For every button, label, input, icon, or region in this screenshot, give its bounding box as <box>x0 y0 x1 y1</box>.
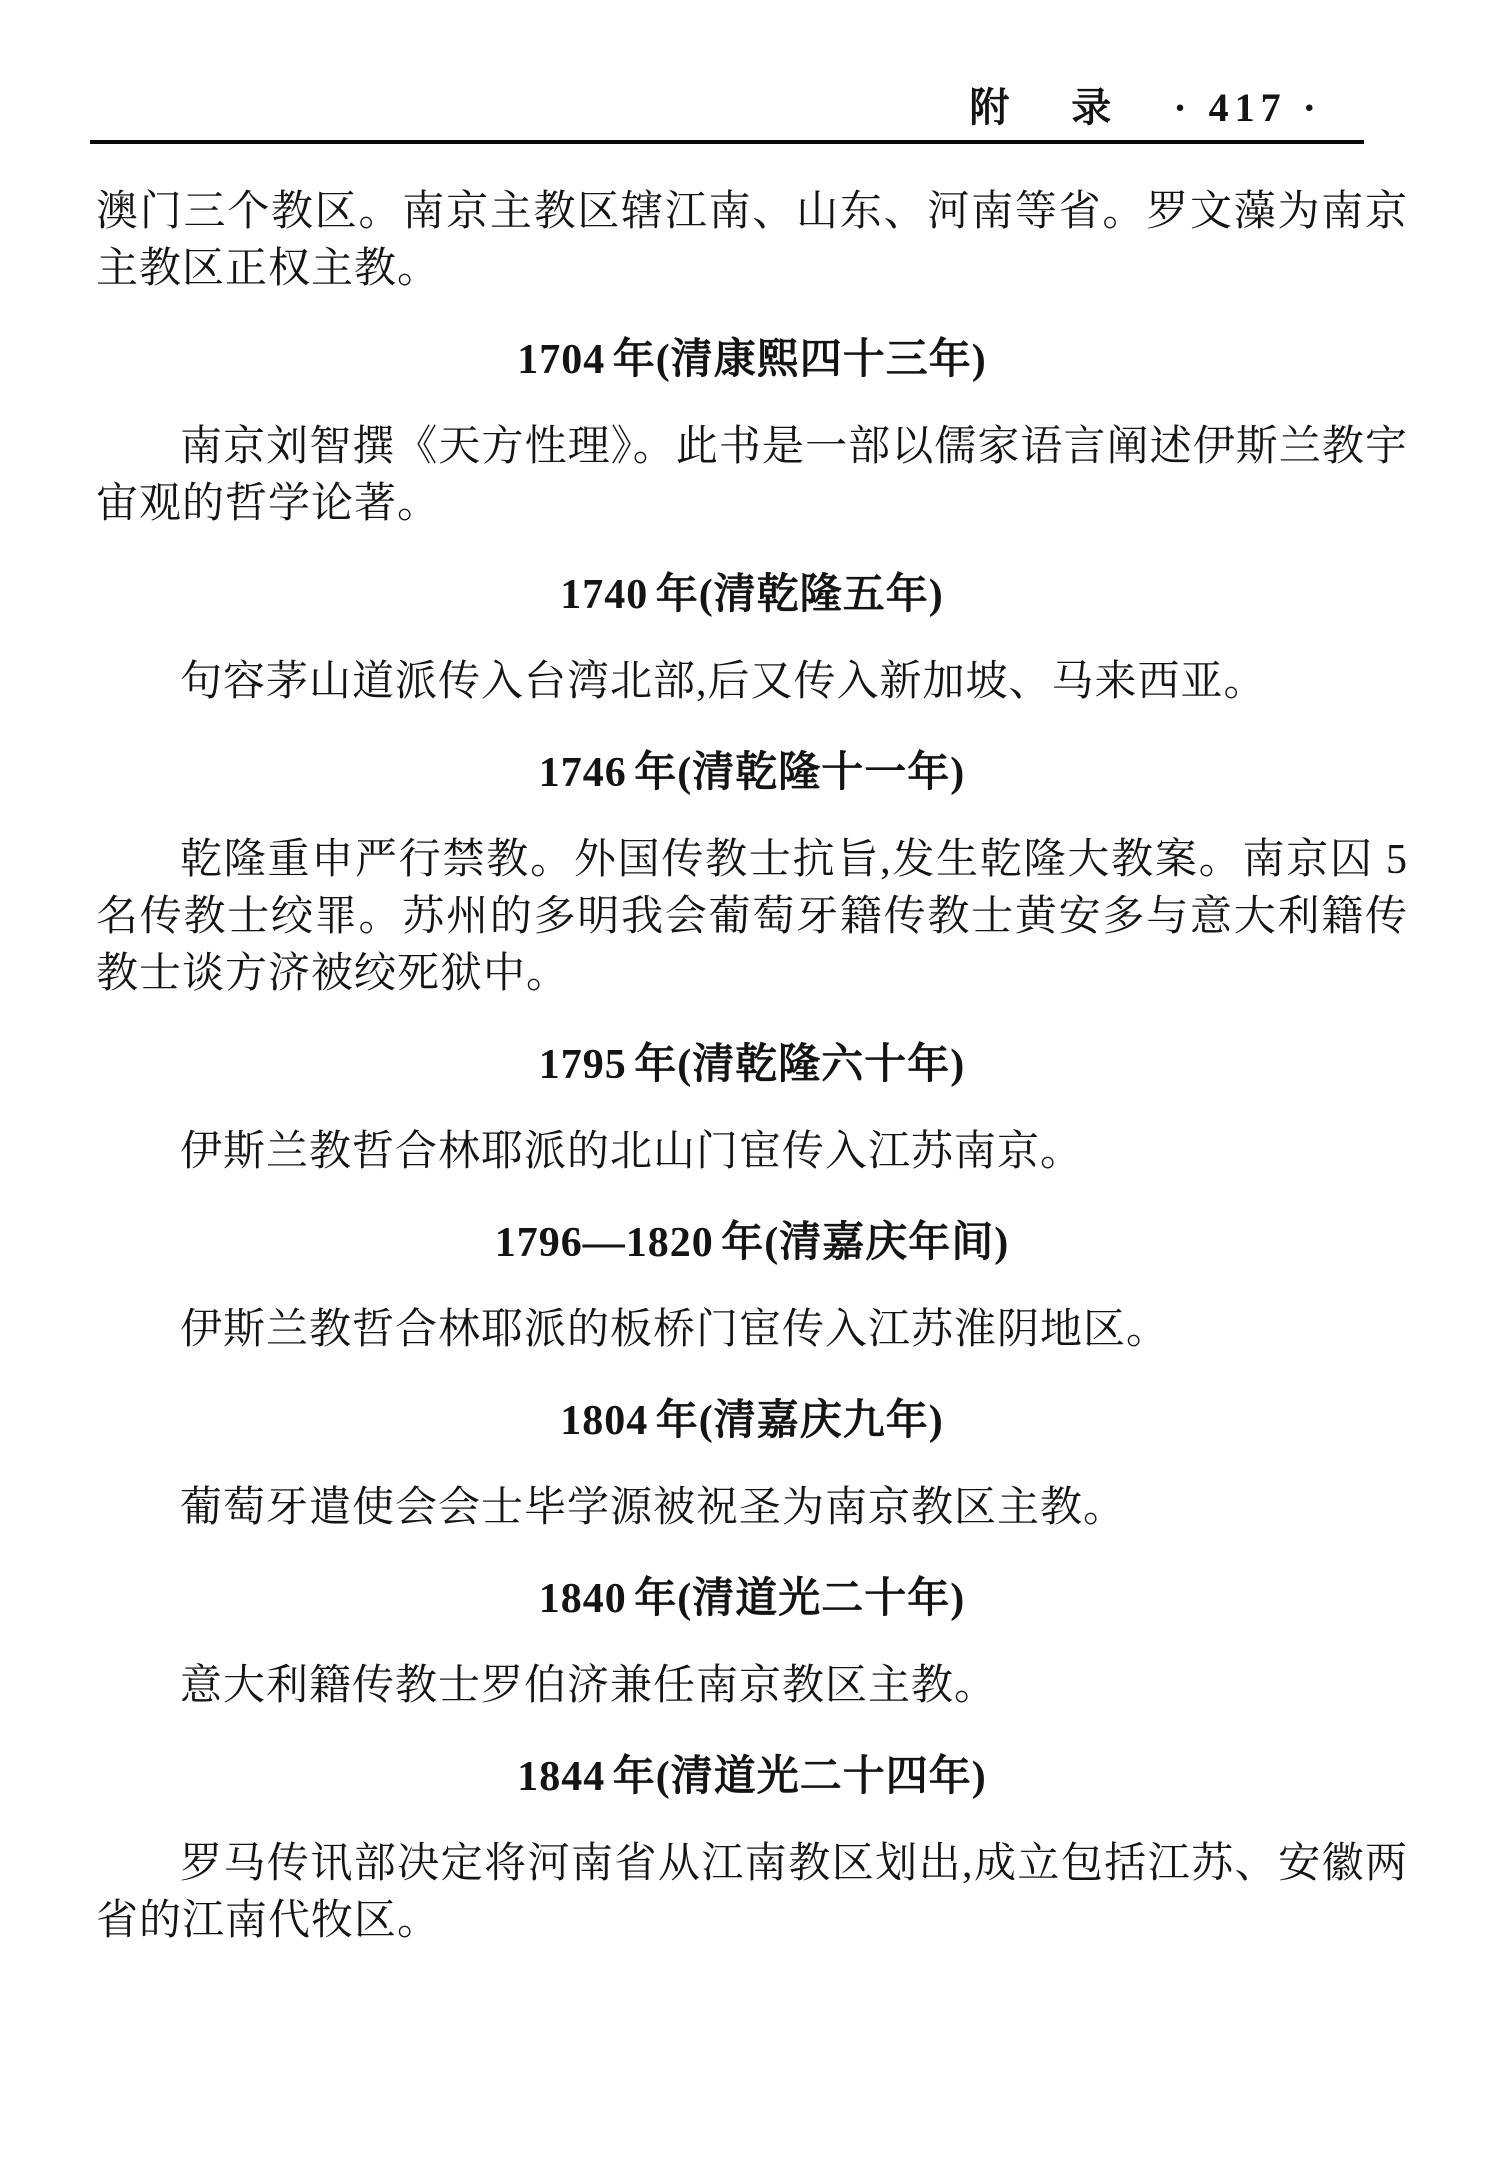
year-number: 1796—1820 <box>494 1220 714 1266</box>
year-heading-1795 <box>96 1037 1408 1094</box>
year-number: 1795 <box>538 1042 627 1088</box>
chronology-body <box>96 184 1408 1950</box>
era-label: 年(清乾隆六十年) <box>634 1042 966 1088</box>
paragraph: 罗马传讯部决定将河南省从江南教区划出,成立包括江苏、安徽两省的江南代牧区。 <box>96 1841 1408 1944</box>
year-number: 1804 <box>560 1398 649 1444</box>
year-heading-1844 <box>96 1749 1408 1806</box>
paragraph: 南京刘智撰《天方性理》。此书是一部以儒家语言阐述伊斯兰教宇宙观的哲学论著。 <box>96 424 1408 527</box>
paragraph: 句容茅山道派传入台湾北部,后又传入新加坡、马来西亚。 <box>180 659 1267 705</box>
year-heading-1840 <box>96 1571 1408 1628</box>
paragraph-continuation: 澳门三个教区。南京主教区辖江南、山东、河南等省。罗文藻为南京主教区正权主教。 <box>96 189 1408 292</box>
year-number: 1840 <box>538 1576 627 1622</box>
paragraph: 葡萄牙遣使会会士毕学源被祝圣为南京教区主教。 <box>180 1485 1127 1531</box>
era-label: 年(清道光二十年) <box>634 1576 966 1622</box>
era-label: 年(清嘉庆年间) <box>721 1220 1010 1266</box>
paragraph: 伊斯兰教哲合林耶派的板桥门宦传入江苏淮阴地区。 <box>180 1307 1170 1353</box>
year-heading-1740 <box>96 567 1408 624</box>
era-label: 年(清嘉庆九年) <box>655 1398 944 1444</box>
paragraph: 乾隆重申严行禁教。外国传教士抗旨,发生乾隆大教案。南京囚 5 名传教士绞罪。苏州的多明我会葡萄牙籍传教士黄安多与意大利籍传教士谈方济被绞死狱中。 <box>96 837 1408 997</box>
year-heading-1796-1820 <box>96 1215 1408 1272</box>
paragraph: 意大利籍传教士罗伯济兼任南京教区主教。 <box>180 1663 998 1709</box>
year-heading-1746 <box>96 745 1408 802</box>
era-label: 年(清康熙四十三年) <box>612 337 987 383</box>
paragraph: 伊斯兰教哲合林耶派的北山门宦传入江苏南京。 <box>180 1129 1084 1175</box>
year-heading-1704 <box>96 332 1408 389</box>
year-number: 1740 <box>560 572 649 618</box>
year-number: 1746 <box>538 750 627 796</box>
running-header <box>96 86 1408 130</box>
header-rule <box>90 140 1364 144</box>
era-label: 年(清乾隆五年) <box>655 572 944 618</box>
era-label: 年(清乾隆十一年) <box>634 750 966 796</box>
year-number: 1844 <box>517 1754 606 1800</box>
year-heading-1804 <box>96 1393 1408 1450</box>
appendix-title: 附录 <box>969 85 1174 130</box>
page-number: · 417 · <box>1173 85 1322 130</box>
era-label: 年(清道光二十四年) <box>612 1754 987 1800</box>
year-number: 1704 <box>517 337 606 383</box>
